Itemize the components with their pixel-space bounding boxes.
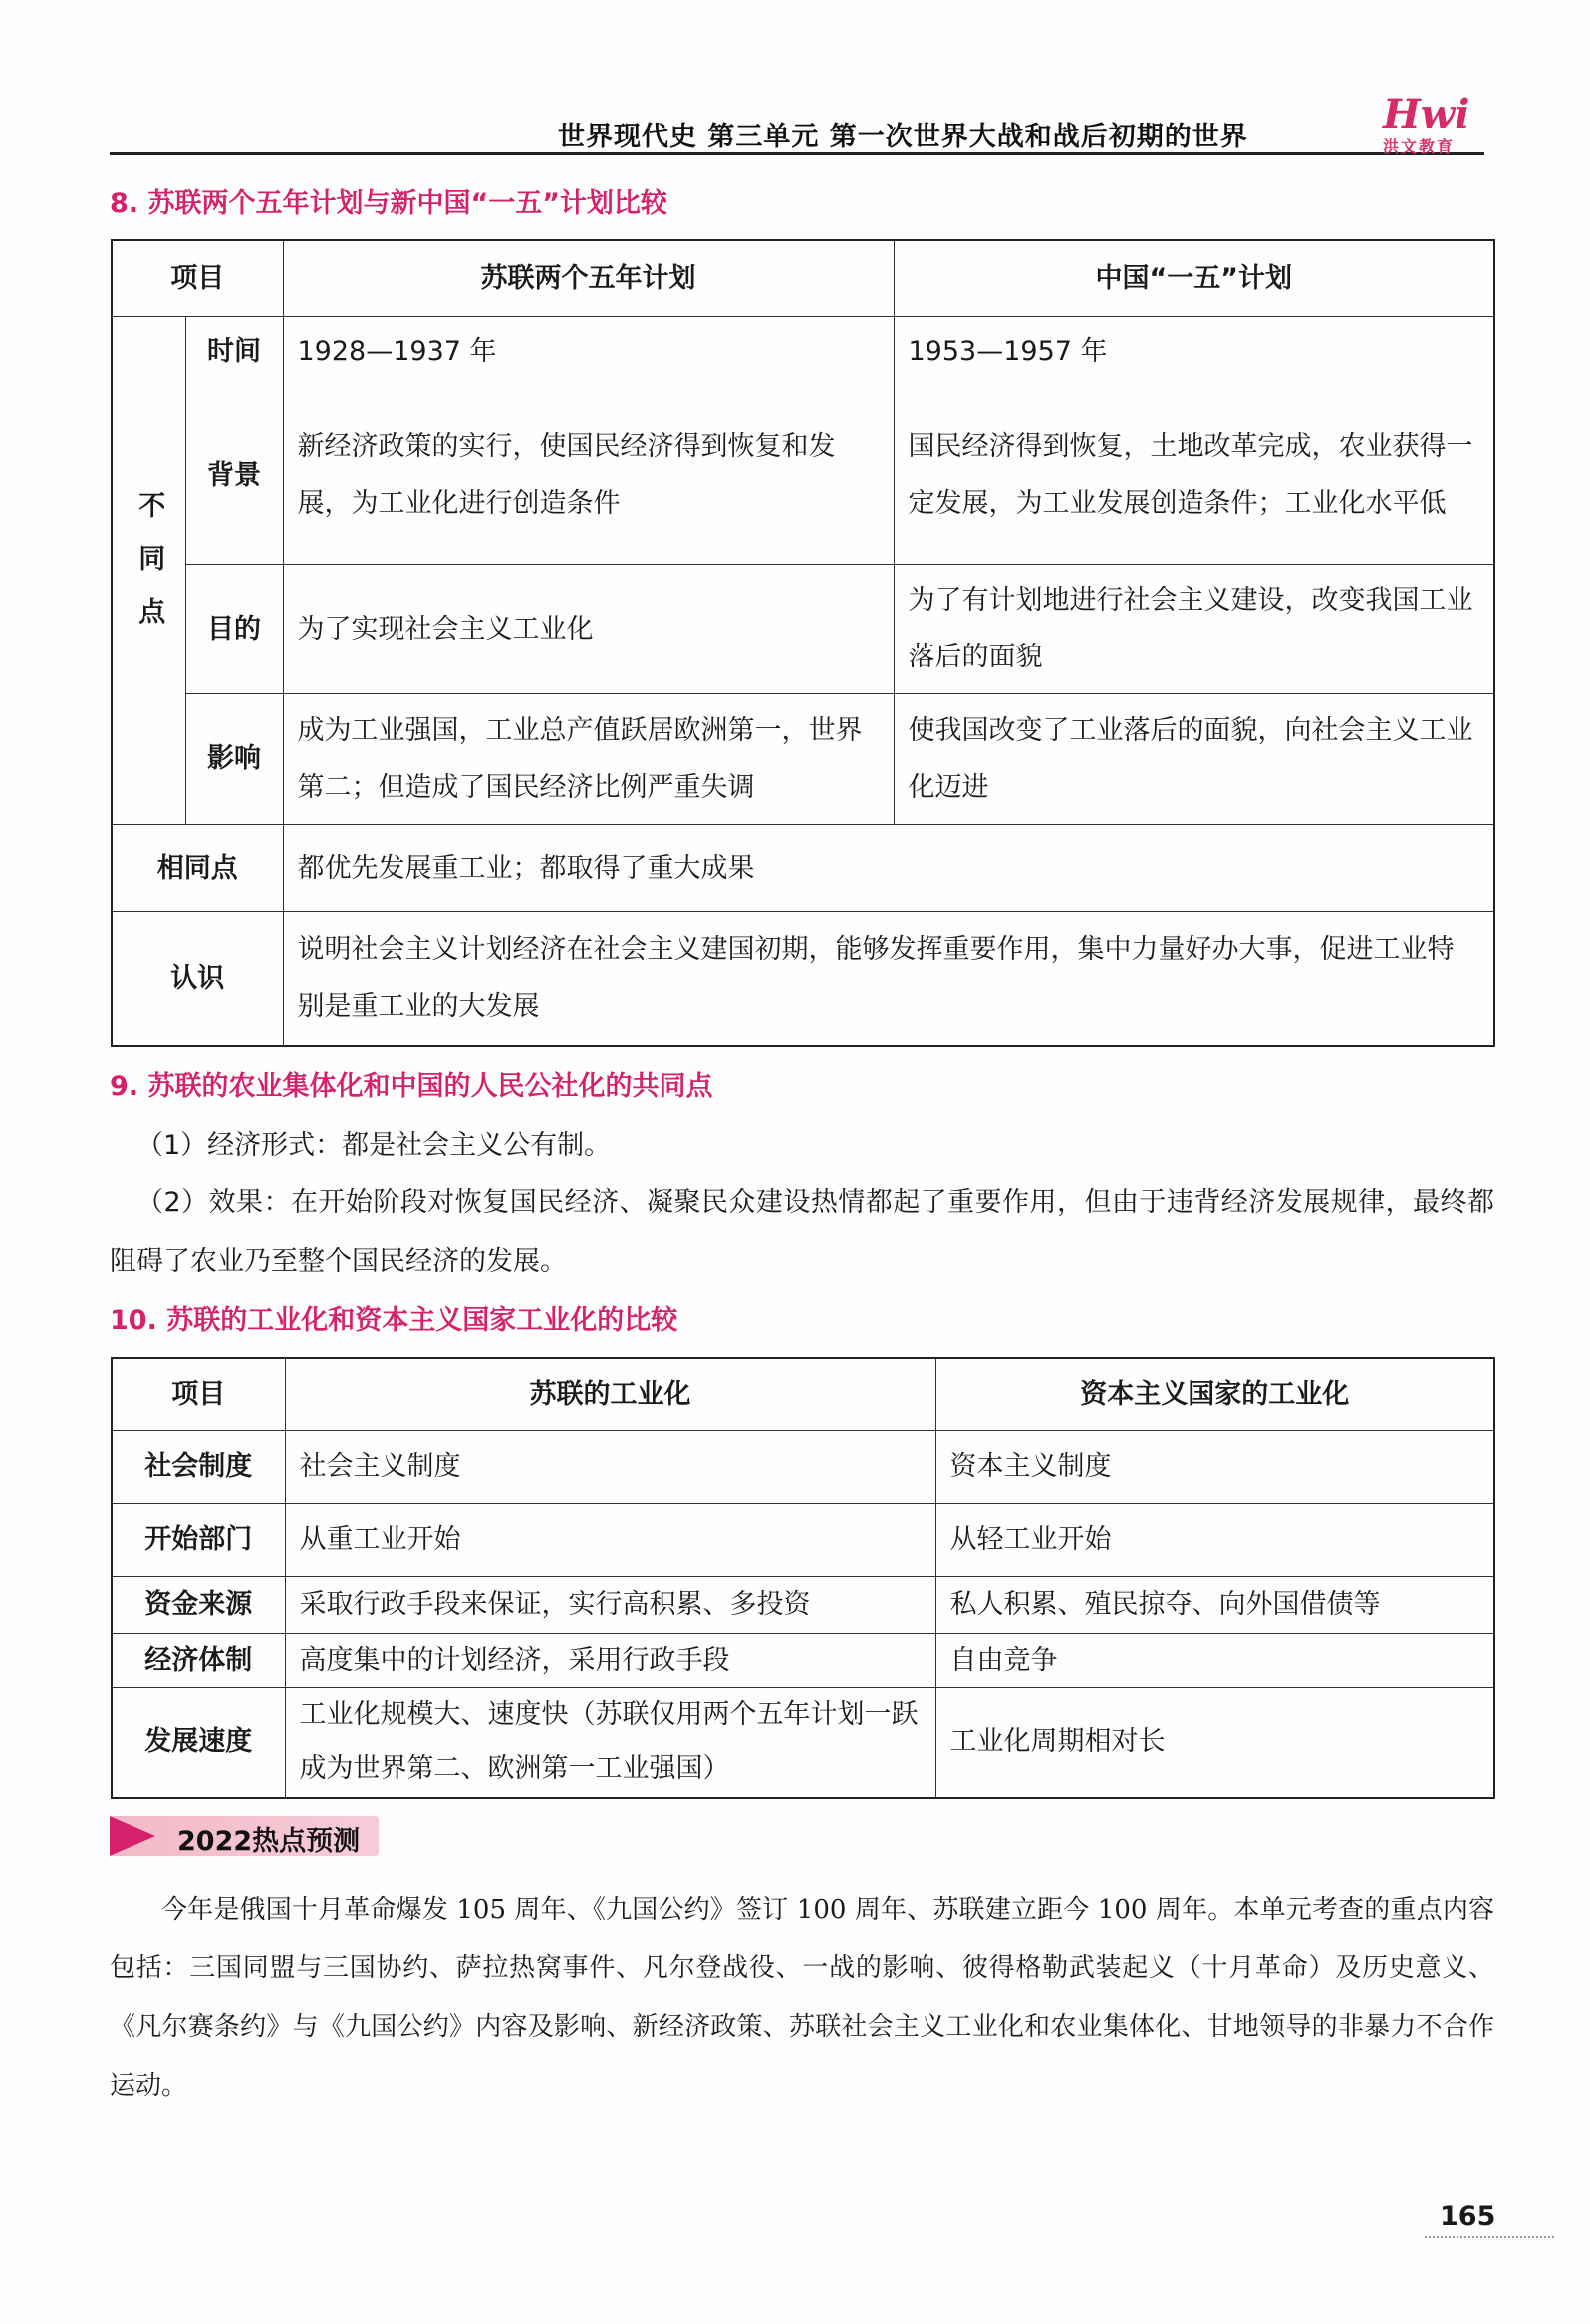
- table-header-row: [112, 1358, 1494, 1430]
- comparison-table-industrialization: [111, 1357, 1495, 1799]
- cell-capitalist: 工业化周期相对长: [935, 1687, 1494, 1798]
- section-9-paragraph-1: （1）经济形式：都是社会主义公有制。: [136, 1130, 612, 1161]
- header-cell: 项目: [112, 240, 283, 316]
- row-label: 经济体制: [112, 1633, 285, 1687]
- table-header-row: [112, 240, 1494, 316]
- table-row: [112, 1503, 1494, 1576]
- header-cell: 苏联两个五年计划: [283, 240, 894, 316]
- table-row: [112, 316, 1494, 387]
- row-label: 认识: [112, 911, 283, 1046]
- page-number-rule: [1425, 2236, 1554, 2238]
- table-row: [112, 911, 1494, 1046]
- cell-ussr: 采取行政手段来保证，实行高积累、多投资: [285, 1576, 935, 1633]
- row-label: 目的: [185, 564, 283, 693]
- cell-capitalist: 私人积累、殖民掠夺、向外国借债等: [935, 1576, 1494, 1633]
- cell-ussr: 从重工业开始: [285, 1503, 935, 1576]
- section-8-title: 8. 苏联两个五年计划与新中国“一五”计划比较: [110, 188, 667, 219]
- row-label: 发展速度: [112, 1687, 285, 1798]
- cell-ussr: 成为工业强国，工业总产值跃居欧洲第一，世界第二；但造成了国民经济比例严重失调: [283, 693, 894, 824]
- prediction-banner: [110, 1816, 379, 1856]
- cell-capitalist: 自由竞争: [935, 1633, 1494, 1687]
- header-cell: 中国“一五”计划: [894, 240, 1494, 316]
- table-row: [112, 824, 1494, 911]
- cell-ussr: 高度集中的计划经济，采用行政手段: [285, 1633, 935, 1687]
- cell-ussr: 为了实现社会主义工业化: [283, 564, 894, 693]
- header-cell: 资本主义国家的工业化: [935, 1358, 1494, 1430]
- row-label: 社会制度: [112, 1430, 285, 1503]
- table-row: [112, 1633, 1494, 1687]
- logo-text: 洪文教育: [1383, 137, 1456, 156]
- table-row: [112, 1430, 1494, 1503]
- cell-capitalist: 从轻工业开始: [935, 1503, 1494, 1576]
- cell-insight: 说明社会主义计划经济在社会主义建国初期，能够发挥重要作用，集中力量好办大事，促进工业特别是重工业的大发展: [283, 911, 1494, 1046]
- prediction-title: 2022热点预测: [177, 1826, 361, 1857]
- cell-same: 都优先发展重工业；都取得了重大成果: [283, 824, 1494, 911]
- section-10-title: 10. 苏联的工业化和资本主义国家工业化的比较: [110, 1305, 678, 1336]
- table-row: [112, 387, 1494, 564]
- header-cell: 项目: [112, 1358, 285, 1430]
- section-9-title: 9. 苏联的农业集体化和中国的人民公社化的共同点: [110, 1071, 713, 1102]
- cell-china: 为了有计划地进行社会主义建设，改变我国工业落后的面貌: [894, 564, 1494, 693]
- group-label-different: 不同点: [112, 316, 185, 824]
- section-9-paragraph-2: （2）效果：在开始阶段对恢复国民经济、凝聚民众建设热情都起了重要作用，但由于违背经济发展规律，最终都阻碍了农业乃至整个国民经济的发展。: [110, 1187, 1494, 1277]
- row-label: 开始部门: [112, 1503, 285, 1576]
- cell-china: 使我国改变了工业落后的面貌，向社会主义工业化迈进: [894, 693, 1494, 824]
- cell-ussr: 新经济政策的实行，使国民经济得到恢复和发展，为工业化进行创造条件: [283, 387, 894, 564]
- row-label: 时间: [185, 316, 283, 387]
- row-label: 背景: [185, 387, 283, 564]
- cell-china: 1953—1957 年: [894, 316, 1494, 387]
- header-cell: 苏联的工业化: [285, 1358, 935, 1430]
- row-label: 相同点: [112, 824, 283, 911]
- arrow-right-icon: [110, 1816, 155, 1856]
- page-number: 165: [1440, 2201, 1496, 2232]
- header-rule: [110, 152, 1484, 155]
- publisher-logo: [1383, 91, 1482, 156]
- cell-china: 国民经济得到恢复，土地改革完成，农业获得一定发展，为工业发展创造条件；工业化水平低: [894, 387, 1494, 564]
- cell-ussr: 工业化规模大、速度快（苏联仅用两个五年计划一跃成为世界第二、欧洲第一工业强国）: [285, 1687, 935, 1798]
- table-row: [112, 693, 1494, 824]
- header-title: 世界现代史 第三单元 第一次世界大战和战后初期的世界: [558, 122, 1248, 152]
- table-row: [112, 1687, 1494, 1798]
- prediction-paragraph: 今年是俄国十月革命爆发 105 周年、《九国公约》签订 100 周年、苏联建立距今 100 周年。本单元考查的重点内容包括：三国同盟与三国协约、萨拉热窝事件、凡尔登战役、一战的影响、彼得格勒武装起义（十月革命）及历史意义、《凡尔赛条约》与《九国公约》内容及影响、新经济政策、苏联社会主义工业化和农业集体化、甘地领导的非暴力不合作运动。: [110, 1895, 1494, 2101]
- row-label: 影响: [185, 693, 283, 824]
- cell-ussr: 1928—1937 年: [283, 316, 894, 387]
- cell-ussr: 社会主义制度: [285, 1430, 935, 1503]
- table-row: [112, 564, 1494, 693]
- comparison-table-five-year-plans: [111, 239, 1495, 1047]
- row-label: 资金来源: [112, 1576, 285, 1633]
- cell-capitalist: 资本主义制度: [935, 1430, 1494, 1503]
- running-header: [558, 91, 1494, 164]
- table-row: [112, 1576, 1494, 1633]
- logo-mark: Hwi: [1383, 91, 1470, 137]
